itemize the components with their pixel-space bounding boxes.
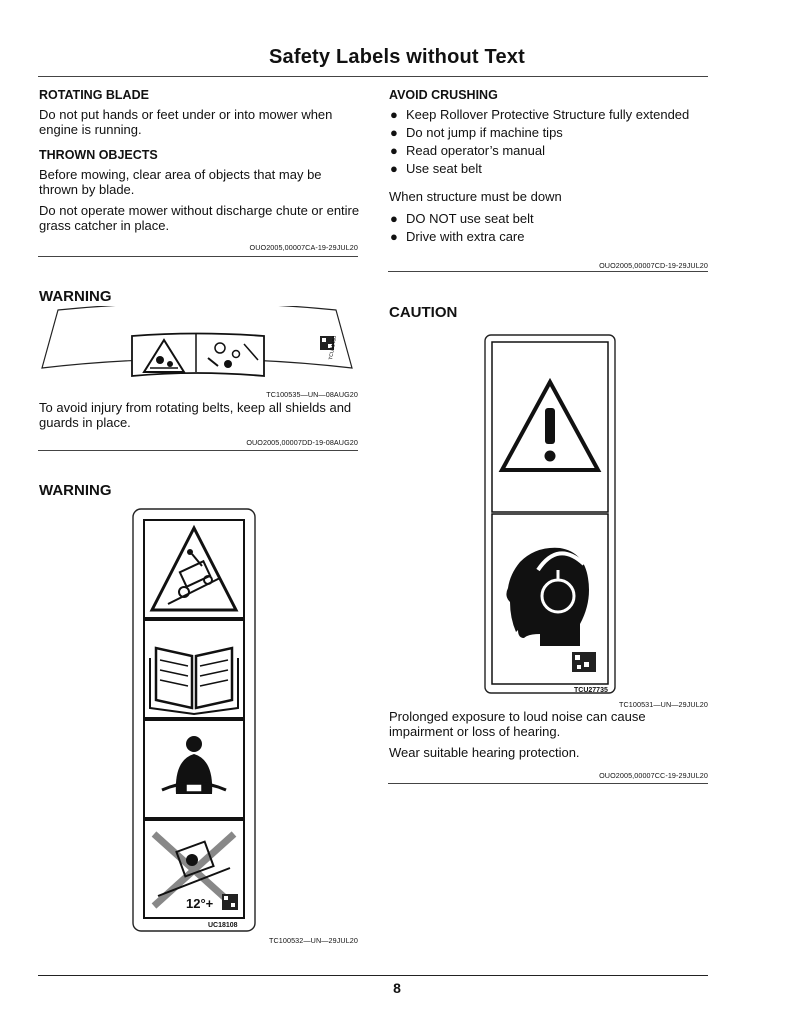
warning-belts-text: To avoid injury from rotating belts, keep all shields and guards in place. xyxy=(39,400,352,430)
warning-belts-ref: OUO2005,00007DD-19-08AUG20 xyxy=(246,438,358,447)
rotating-blade-text: Do not put hands or feet under or into mower when engine is running. xyxy=(39,107,333,137)
warning-belts-heading: WARNING xyxy=(39,288,112,305)
section-rule xyxy=(38,256,358,257)
page-title: Safety Labels without Text xyxy=(269,46,525,68)
section-rule xyxy=(388,271,708,272)
thrown-objects-text-1: Before mowing, clear area of objects that may be thrown by blade. xyxy=(39,167,322,197)
caution-noise-fig-ref: TC100531—UN—29JUL20 xyxy=(619,700,708,709)
avoid-crushing-subtext: When structure must be down xyxy=(389,189,562,204)
thrown-objects-text-2: Do not operate mower without discharge chute or entire grass catcher in place. xyxy=(39,203,360,233)
title-rule xyxy=(38,76,708,77)
thrown-objects-ref: OUO2005,00007CA-19-29JUL20 xyxy=(249,243,358,252)
belt-shield-label-figure xyxy=(36,306,358,388)
caution-noise-text-1: Prolonged exposure to loud noise can cause impairment or loss of hearing. xyxy=(389,709,646,739)
warning-slope-heading: WARNING xyxy=(39,482,112,499)
section-rule xyxy=(388,783,708,784)
hearing-label-code: TCU27735 xyxy=(574,687,608,694)
caution-noise-ref: OUO2005,00007CC-19-29JUL20 xyxy=(599,771,708,780)
caution-noise-heading: CAUTION xyxy=(389,304,458,321)
avoid-crushing-ref: OUO2005,00007CD-19-29JUL20 xyxy=(599,261,708,270)
slope-angle-text: 12°+ xyxy=(186,896,214,911)
warning-slope-fig-ref: TC100532—UN—29JUL20 xyxy=(269,936,358,945)
caution-noise-text-2: Wear suitable hearing protection. xyxy=(389,745,580,760)
thrown-objects-heading: THROWN OBJECTS xyxy=(39,148,158,162)
hearing-protection-label-figure xyxy=(484,334,616,696)
section-rule xyxy=(38,450,358,451)
rollover-label-figure xyxy=(132,508,256,932)
warning-belts-fig-ref: TC100535—UN—08AUG20 xyxy=(266,390,358,399)
footer-rule xyxy=(38,975,708,976)
page-number: 8 xyxy=(393,980,401,996)
belt-label-code: TCU31480 xyxy=(328,335,339,361)
slope-label-code: UC18108 xyxy=(208,922,238,929)
rotating-blade-heading: ROTATING BLADE xyxy=(39,88,149,102)
avoid-crushing-heading: AVOID CRUSHING xyxy=(389,88,498,102)
